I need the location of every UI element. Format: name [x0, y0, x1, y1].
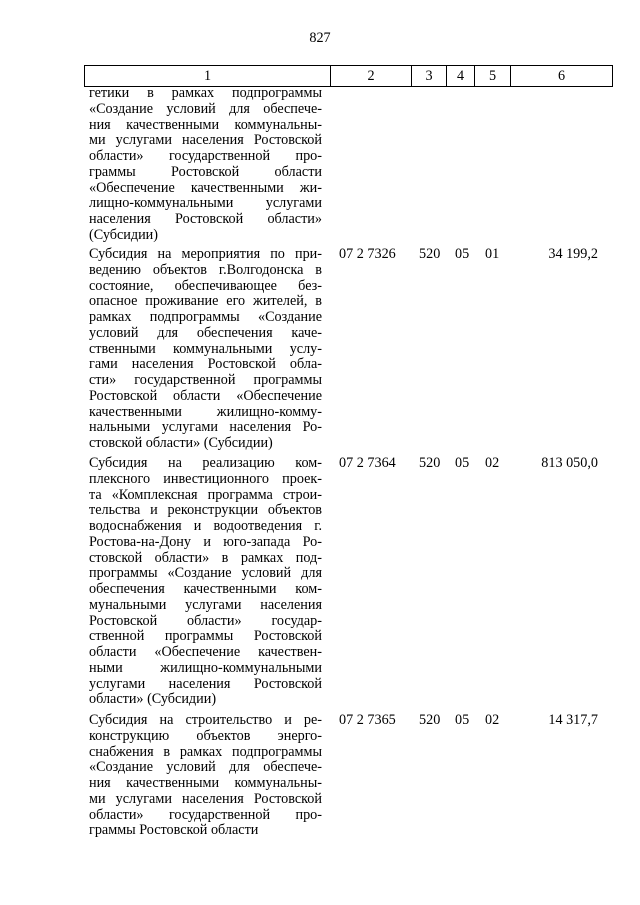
- description-line: тельства и реконструкции объектов: [89, 502, 322, 519]
- description-line: водоснабжения и водоотведения г.: [89, 518, 322, 534]
- description-line: ственной программы Ростовской: [89, 628, 322, 645]
- description-line: области «Обеспечение качествен-: [89, 644, 322, 660]
- table-row-description: [89, 86, 322, 244]
- table-cell-code: 07 2 7326: [339, 246, 396, 262]
- description-line: снабжения в рамках подпрограммы: [89, 743, 322, 760]
- header-col-6: 6: [510, 66, 613, 86]
- table-cell-col5: 01: [485, 246, 500, 262]
- description-line: Субсидия на реализацию ком-: [89, 455, 322, 471]
- table-cell-amount: 813 050,0: [541, 455, 598, 471]
- header-col-5: 5: [474, 66, 510, 86]
- table-cell-col4: 05: [455, 455, 470, 471]
- description-line: ственными коммунальными услу-: [89, 340, 322, 357]
- description-line: плексного инвестиционного проек-: [89, 470, 322, 487]
- table-row-description: [89, 713, 322, 839]
- description-line: ния качественными коммунальны-: [89, 775, 322, 791]
- description-line: программы «Создание условий для: [89, 565, 322, 582]
- table-row-description: [89, 456, 322, 708]
- description-line: та «Комплексная программа строи-: [89, 486, 322, 503]
- page-number: 827: [309, 30, 331, 46]
- table-cell-amount: 34 199,2: [548, 246, 598, 262]
- header-col-4: 4: [446, 66, 474, 86]
- description-line: Ростова-на-Дону и юго-запада Ро-: [89, 533, 322, 550]
- description-line: сти» государственной программы: [89, 372, 322, 388]
- description-line: обеспечения качественными ком-: [89, 581, 322, 597]
- description-line: ми услугами населения Ростовской: [89, 132, 322, 149]
- table-cell-code: 07 2 7364: [339, 455, 396, 471]
- description-line: Ростовской области «Обеспечение: [89, 387, 322, 404]
- description-line: рамках подпрограммы «Создание: [89, 309, 322, 325]
- description-line: гетики в рамках подпрограммы: [89, 85, 322, 101]
- description-line: ния качественными коммунальны-: [89, 116, 322, 133]
- description-line: «Обеспечение качественными жи-: [89, 179, 322, 196]
- description-line: области» государственной про-: [89, 806, 322, 823]
- description-line: «Создание условий для обеспече-: [89, 100, 322, 117]
- description-line: гами населения Ростовской обла-: [89, 356, 322, 373]
- description-line: Субсидия на строительство и ре-: [89, 712, 322, 728]
- table-cell-code: 07 2 7365: [339, 712, 396, 728]
- description-line: граммы Ростовской области: [89, 163, 322, 180]
- header-col-3: 3: [411, 66, 446, 86]
- description-line: Ростовской области» государ-: [89, 612, 322, 629]
- description-line: условий для обеспечения каче-: [89, 324, 322, 341]
- description-line: области» (Субсидии): [89, 691, 217, 708]
- table-cell-col3: 520: [419, 712, 441, 728]
- table-row-description: [89, 247, 322, 452]
- description-line: нальными услугами населения Ро-: [89, 419, 322, 436]
- table-cell-col3: 520: [419, 455, 441, 471]
- header-col-1: 1: [84, 66, 330, 86]
- description-line: мунальными услугами населения: [89, 596, 322, 613]
- description-line: услугами населения Ростовской: [89, 675, 322, 692]
- table-header: [84, 65, 613, 87]
- table-cell-col5: 02: [485, 712, 500, 728]
- description-line: ными жилищно-коммунальными: [89, 659, 322, 676]
- table-cell-col4: 05: [455, 712, 470, 728]
- description-line: Субсидия на мероприятия по при-: [89, 246, 322, 262]
- table-cell-col4: 05: [455, 246, 470, 262]
- description-line: стовской области» (Субсидии): [89, 435, 273, 451]
- description-line: конструкцию объектов энерго-: [89, 727, 322, 744]
- description-line: «Создание условий для обеспече-: [89, 759, 322, 776]
- table-cell-col3: 520: [419, 246, 441, 262]
- description-line: качественными жилищно-комму-: [89, 403, 322, 420]
- description-line: ведению объектов г.Волгодонска в: [89, 261, 322, 278]
- description-line: состояние, обеспечивающее без-: [89, 277, 322, 294]
- table-cell-col5: 02: [485, 455, 500, 471]
- description-line: граммы Ростовской области: [89, 822, 259, 839]
- header-col-2: 2: [330, 66, 411, 86]
- description-line: области» государственной про-: [89, 148, 322, 164]
- description-line: опасное проживание его жителей, в: [89, 293, 322, 310]
- description-line: (Субсидии): [89, 226, 158, 243]
- description-line: ми услугами населения Ростовской: [89, 790, 322, 807]
- table-cell-amount: 14 317,7: [548, 712, 598, 728]
- description-line: стовской области» в рамках под-: [89, 549, 322, 566]
- description-line: населения Ростовской области»: [89, 211, 322, 227]
- description-line: лищно-коммунальными услугами: [89, 195, 322, 212]
